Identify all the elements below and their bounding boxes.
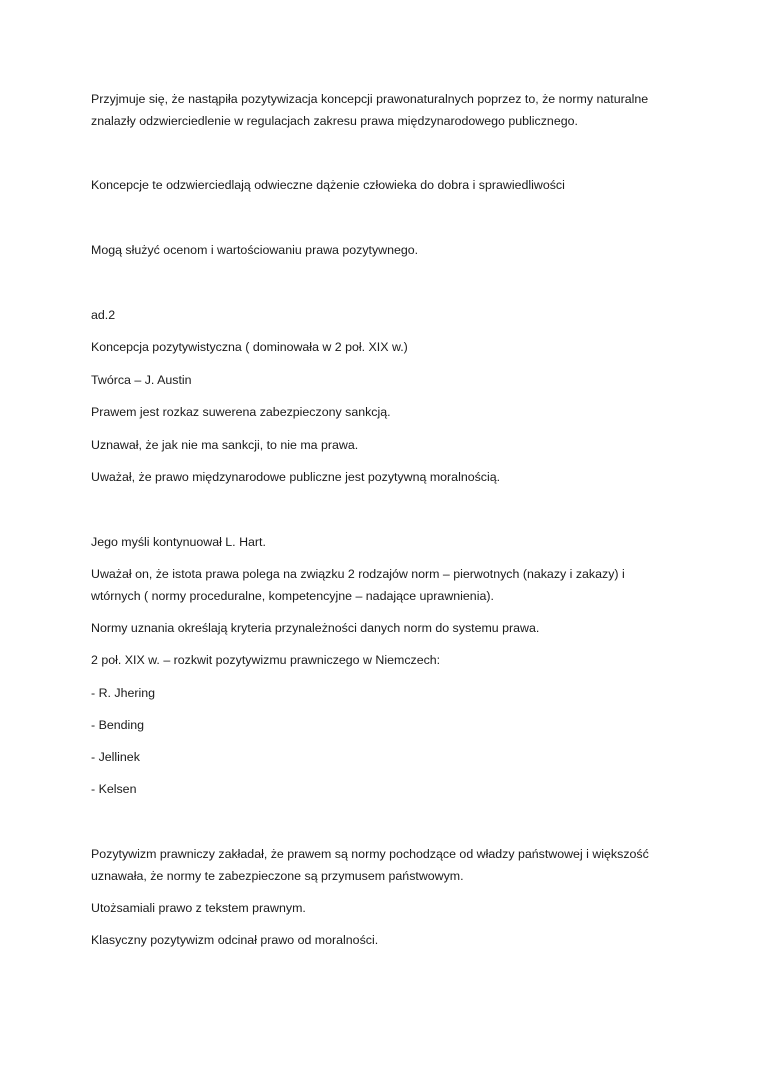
paragraph-law-and-morality: Klasyczny pozytywizm odcinał prawo od moralności. — [91, 933, 379, 947]
paragraph-positivist-concept: Koncepcja pozytywistyczna ( dominowała w 2 poł. XIX w.) — [91, 340, 408, 354]
paragraph-evaluation: Mogą służyć ocenom i wartościowaniu prawa pozytywnego. — [91, 243, 419, 257]
paragraph-law-as-text: Utożsamiali prawo z tekstem prawnym. — [91, 901, 306, 915]
section-label-ad2: ad.2 — [91, 308, 116, 322]
paragraph-legal-positivism-line-1: Pozytywizm prawniczy zakładał, że prawem są normy pochodzące od władzy państwowej i większość — [91, 847, 649, 861]
paragraph-hart: Jego myśli kontynuował L. Hart. — [91, 535, 266, 549]
paragraph-norms-line-2: wtórnych ( normy proceduralne, kompetencyjne – nadające uprawnienia). — [91, 589, 494, 603]
paragraph-positive-morality: Uważał, że prawo międzynarodowe publiczne jest pozytywną moralnością. — [91, 470, 501, 484]
paragraph-intro-line-1: Przyjmuje się, że nastąpiła pozytywizacja koncepcji prawonaturalnych poprzez to, że normy naturalne — [91, 92, 649, 106]
list-item: - Bending — [91, 718, 145, 732]
paragraph-norms-line-1: Uważał on, że istota prawa polega na związku 2 rodzajów norm – pierwotnych (nakazy i zakazy) i — [91, 567, 625, 581]
paragraph-sovereign-command: Prawem jest rozkaz suwerena zabezpieczony sankcją. — [91, 405, 391, 419]
list-item: - Kelsen — [91, 782, 137, 796]
list-item: - R. Jhering — [91, 686, 156, 700]
paragraph-no-sanction: Uznawał, że jak nie ma sankcji, to nie ma prawa. — [91, 438, 359, 452]
paragraph-author-austin: Twórca – J. Austin — [91, 373, 192, 387]
paragraph-aspirations: Koncepcje te odzwierciedlają odwieczne dążenie człowieka do dobra i sprawiedliwości — [91, 178, 565, 192]
paragraph-intro-line-2: znalazły odzwierciedlenie w regulacjach zakresu prawa międzynarodowego publicznego. — [91, 114, 578, 128]
paragraph-recognition-norms: Normy uznania określają kryteria przynależności danych norm do systemu prawa. — [91, 621, 540, 635]
paragraph-legal-positivism-line-2: uznawała, że normy te zabezpieczone są przymusem państwowym. — [91, 869, 464, 883]
paragraph-german-positivism: 2 poł. XIX w. – rozkwit pozytywizmu prawniczego w Niemczech: — [91, 653, 441, 667]
list-item: - Jellinek — [91, 750, 140, 764]
